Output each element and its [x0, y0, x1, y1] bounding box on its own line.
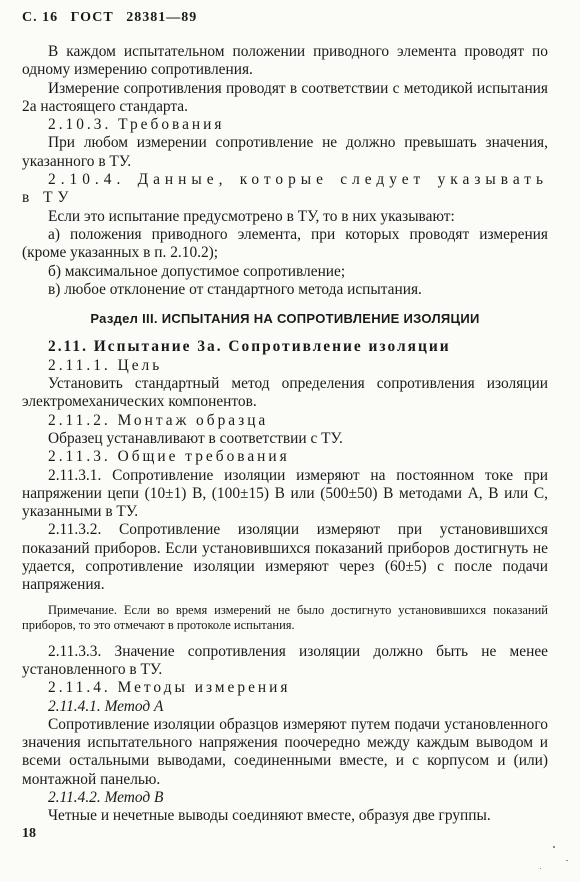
- subsection-heading: 2.11.2. Монтаж образца: [48, 411, 269, 429]
- list-item: б) максимальное допустимое сопротивление;: [48, 262, 346, 280]
- paragraph: При любом измерении сопротивление не должно превышать значения, указанного в ТУ.: [22, 134, 548, 170]
- paragraph: 2.11.3.1. Сопротивление изоляции измеряют на постоянном токе при напряжении цепи (10±1) В, (100±15) В или (500±50) В методами А, В или С, указанными в ТУ.: [22, 466, 548, 521]
- test-heading-text: 2.11. Испытание 3a. Сопротивление изоляции: [48, 338, 451, 356]
- paragraph: 2.11.3.3. Значение сопротивления изоляции должно быть не менее установленного в ТУ.: [22, 642, 548, 678]
- subsection-heading: 2.11.3. Общие требования: [48, 448, 290, 466]
- test-heading: [22, 338, 548, 356]
- paragraph: Если это испытание предусмотрено в ТУ, то в них указывают:: [48, 207, 455, 225]
- header-gost: ГОСТ: [70, 10, 114, 25]
- note: Примечание. Если во время измерений не было достигнуто установившихся показаний приборов, то это отмечают в протоколе испытания.: [22, 602, 548, 632]
- paragraph: Образец устанавливают в соответствии с ТУ.: [48, 429, 343, 447]
- paragraph: 2.11.3.2. Сопротивление изоляции измеряют при установившихся показаний приборов. Если установившихся показаний приборов достигнуть не удается, сопротивление изоляции измеряют через (60±5) с после подачи напряжения.: [22, 521, 548, 594]
- header-page: С. 16: [22, 10, 59, 25]
- subsection-heading: 2.10.4. Данные, которые следует указывать в ТУ: [22, 171, 548, 207]
- section-title: Раздел III. ИСПЫТАНИЯ НА СОПРОТИВЛЕНИЕ ИЗОЛЯЦИИ: [90, 311, 480, 327]
- method-heading: 2.11.4.2. Метод В: [48, 788, 164, 806]
- subsection-heading: 2.11.1. Цель: [48, 356, 163, 374]
- subsection-heading: 2.10.3. Требования: [48, 116, 225, 134]
- list-item: а) положения приводного элемента, при которых проводят измерения (кроме указанных в п. 2.10.2);: [22, 225, 548, 262]
- scan-speck: [553, 846, 555, 848]
- header-number: 28381—89: [126, 10, 198, 25]
- paragraph: В каждом испытательном положении приводного элемента проводят по одному измерению сопротивления.: [22, 43, 548, 79]
- subsection-heading: 2.11.4. Методы измерения: [48, 679, 291, 697]
- paragraph: Четные и нечетные выводы соединяют вместе, образуя две группы.: [48, 807, 491, 825]
- list-item: в) любое отклонение от стандартного метода испытания.: [48, 280, 422, 298]
- paragraph: Установить стандартный метод определения сопротивления изоляции электромеханических компонентов.: [22, 375, 548, 411]
- scan-speck: [540, 868, 541, 869]
- scan-speck: [566, 860, 568, 861]
- page-header: [22, 10, 205, 26]
- page-body: [22, 43, 548, 826]
- page-number: 18: [22, 826, 36, 841]
- method-heading: 2.11.4.1. Метод А: [48, 697, 164, 715]
- paragraph: Измерение сопротивления проводят в соответствии с методикой испытания 2a настоящего стандарта.: [22, 79, 548, 115]
- paragraph: Сопротивление изоляции образцов измеряют путем подачи установленного значения испытательного напряжения поочередно между каждым выводом и всеми остальными выводами, соединенными вместе, и с корпусом и (или) монтажной панелью.: [22, 715, 548, 788]
